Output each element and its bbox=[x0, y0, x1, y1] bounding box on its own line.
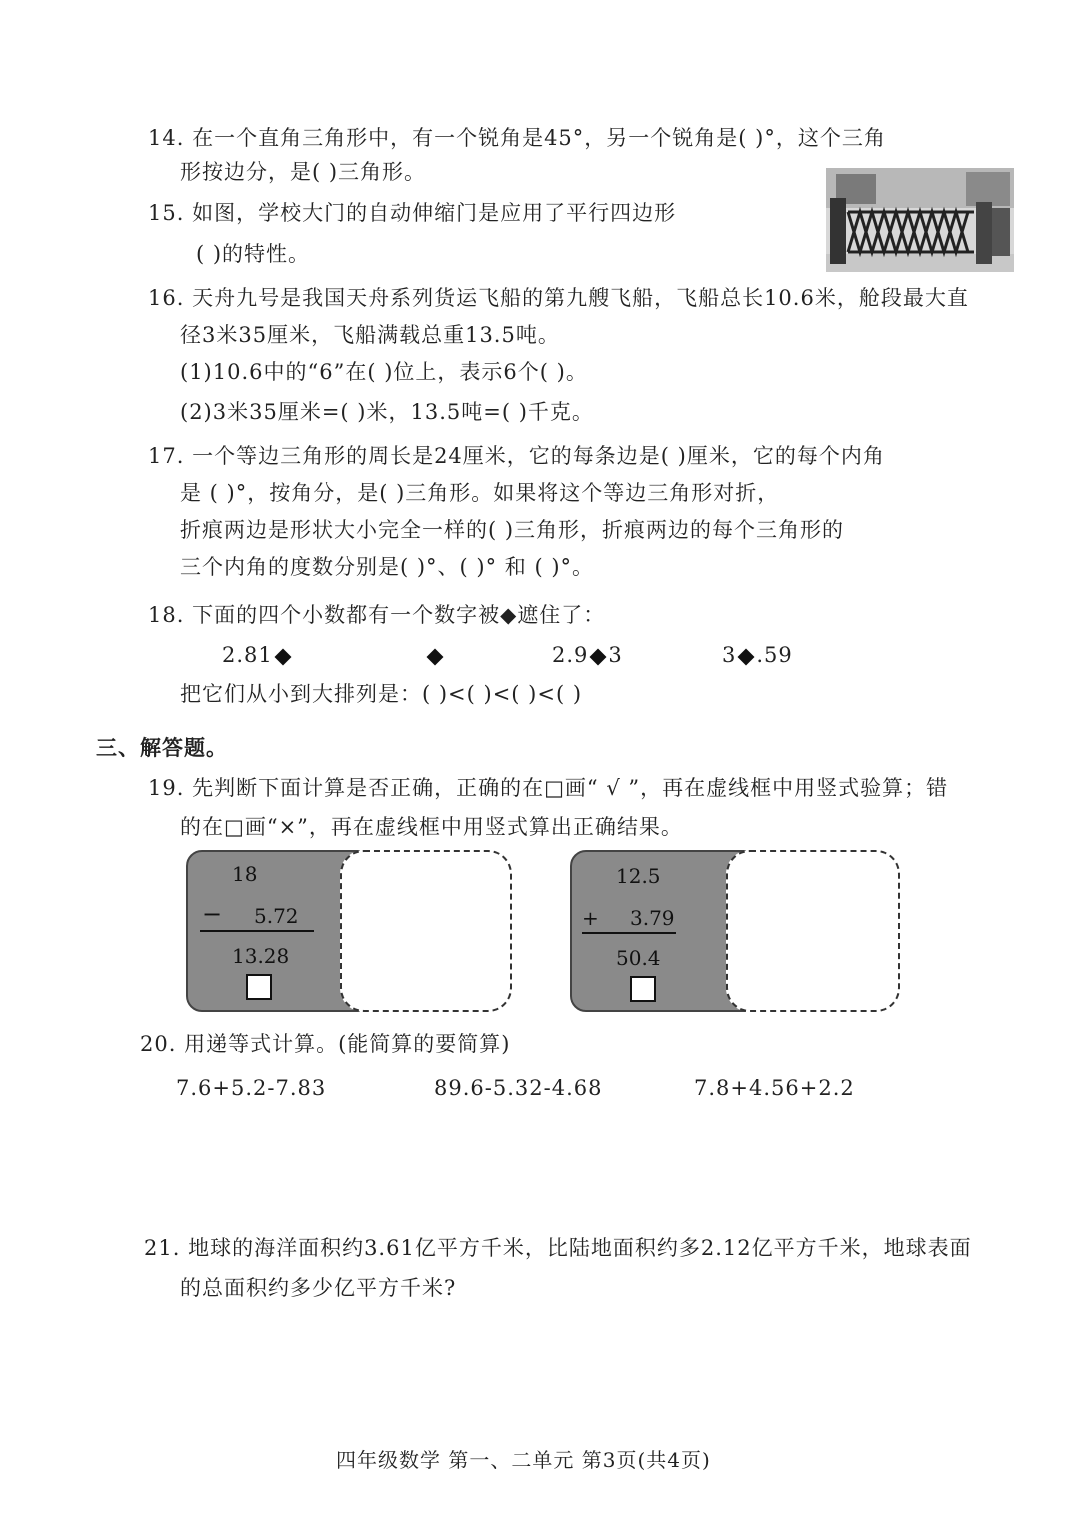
calc-1-divider bbox=[200, 930, 314, 932]
hidden-digit-icon bbox=[427, 648, 444, 665]
calc-2-operand-b: 3.79 bbox=[630, 906, 675, 930]
calc-1-operand-b: 5.72 bbox=[254, 904, 299, 928]
q15-line-2: ( )的特性。 bbox=[196, 242, 311, 266]
calc-box-2 bbox=[570, 850, 900, 1012]
calc-1-work-area[interactable] bbox=[340, 850, 512, 1012]
q17-line-4: 三个内角的度数分别是( )°、( )° 和 ( )°。 bbox=[180, 555, 595, 579]
q17-line-1: 17. 一个等边三角形的周长是24厘米，它的每条边是( )厘米，它的每个内角 bbox=[148, 444, 885, 468]
q21-line-1: 21. 地球的海洋面积约3.61亿平方千米，比陆地面积约多2.12亿平方千米，地球表面 bbox=[144, 1236, 972, 1260]
q18-number-3 bbox=[552, 641, 623, 669]
q19-line-1: 19. 先判断下面计算是否正确，正确的在□画“ √ ”，再在虚线框中用竖式验算；错 bbox=[148, 776, 949, 800]
section-3-heading: 三、解答题。 bbox=[96, 735, 228, 760]
q18-number-1 bbox=[222, 641, 293, 669]
calc-2-operator: + bbox=[582, 906, 599, 930]
q16-sub-1: (1)10.6中的“6”在( )位上，表示6个( )。 bbox=[180, 360, 588, 384]
school-gate-photo bbox=[826, 168, 1014, 272]
calc-1-result: 13.28 bbox=[232, 944, 290, 968]
calc-1-operand-a: 18 bbox=[232, 862, 258, 886]
q19-line-2: 的在□画“×”，再在虚线框中用竖式算出正确结果。 bbox=[180, 815, 683, 839]
q18-number-4-part-a: 3 bbox=[722, 643, 737, 667]
q16-line-2: 径3米35厘米，飞船满载总重13.5吨。 bbox=[180, 323, 560, 347]
calc-2-result: 50.4 bbox=[616, 946, 661, 970]
q15-line-1: 15. 如图，学校大门的自动伸缩门是应用了平行四边形 bbox=[148, 201, 677, 225]
calc-1-check-box[interactable] bbox=[246, 974, 272, 1000]
calc-2-work-area[interactable] bbox=[726, 850, 900, 1012]
q16-sub-2: (2)3米35厘米=( )米，13.5吨=( )千克。 bbox=[180, 400, 594, 424]
q20-line-1: 20. 用递等式计算。(能简算的要简算) bbox=[140, 1032, 511, 1056]
q16-line-1: 16. 天舟九号是我国天舟系列货运飞船的第九艘飞船，飞船总长10.6米，舱段最大直 bbox=[148, 286, 969, 310]
q18-number-2 bbox=[425, 641, 445, 669]
q18-number-3-part-a: 2.9 bbox=[552, 643, 589, 667]
q18-number-4 bbox=[722, 641, 793, 669]
q18-number-1-text: 2.81 bbox=[222, 643, 273, 667]
hidden-digit-icon bbox=[274, 648, 291, 665]
calc-1-operator: − bbox=[202, 900, 223, 928]
q20-expression-3: 7.8+4.56+2.2 bbox=[694, 1076, 855, 1100]
q14-line-2: 形按边分，是( )三角形。 bbox=[180, 160, 427, 184]
calc-2-operand-a: 12.5 bbox=[616, 864, 661, 888]
q18-number-3-part-b: 3 bbox=[608, 643, 623, 667]
q21-line-2: 的总面积约多少亿平方千米? bbox=[180, 1276, 457, 1300]
q20-expression-2: 89.6-5.32-4.68 bbox=[434, 1076, 603, 1100]
q14-line-1: 14. 在一个直角三角形中，有一个锐角是45°，另一个锐角是( )°，这个三角 bbox=[148, 126, 886, 150]
q18-line-1: 18. 下面的四个小数都有一个数字被◆遮住了： bbox=[148, 603, 606, 627]
q18-number-4-part-b: .59 bbox=[756, 643, 793, 667]
q18-line-3: 把它们从小到大排列是：( )<( )<( )<( ) bbox=[180, 682, 583, 706]
page-footer: 四年级数学 第一、二单元 第3页(共4页) bbox=[336, 1448, 711, 1472]
hidden-digit-icon bbox=[738, 648, 755, 665]
q20-expression-1: 7.6+5.2-7.83 bbox=[176, 1076, 327, 1100]
hidden-digit-icon bbox=[590, 648, 607, 665]
calc-box-1 bbox=[186, 850, 512, 1012]
calc-2-check-box[interactable] bbox=[630, 976, 656, 1002]
q17-line-3: 折痕两边是形状大小完全一样的( )三角形，折痕两边的每个三角形的 bbox=[180, 518, 845, 542]
calc-2-divider bbox=[582, 932, 676, 934]
q17-line-2: 是 ( )°，按角分，是( )三角形。如果将这个等边三角形对折， bbox=[180, 481, 780, 505]
